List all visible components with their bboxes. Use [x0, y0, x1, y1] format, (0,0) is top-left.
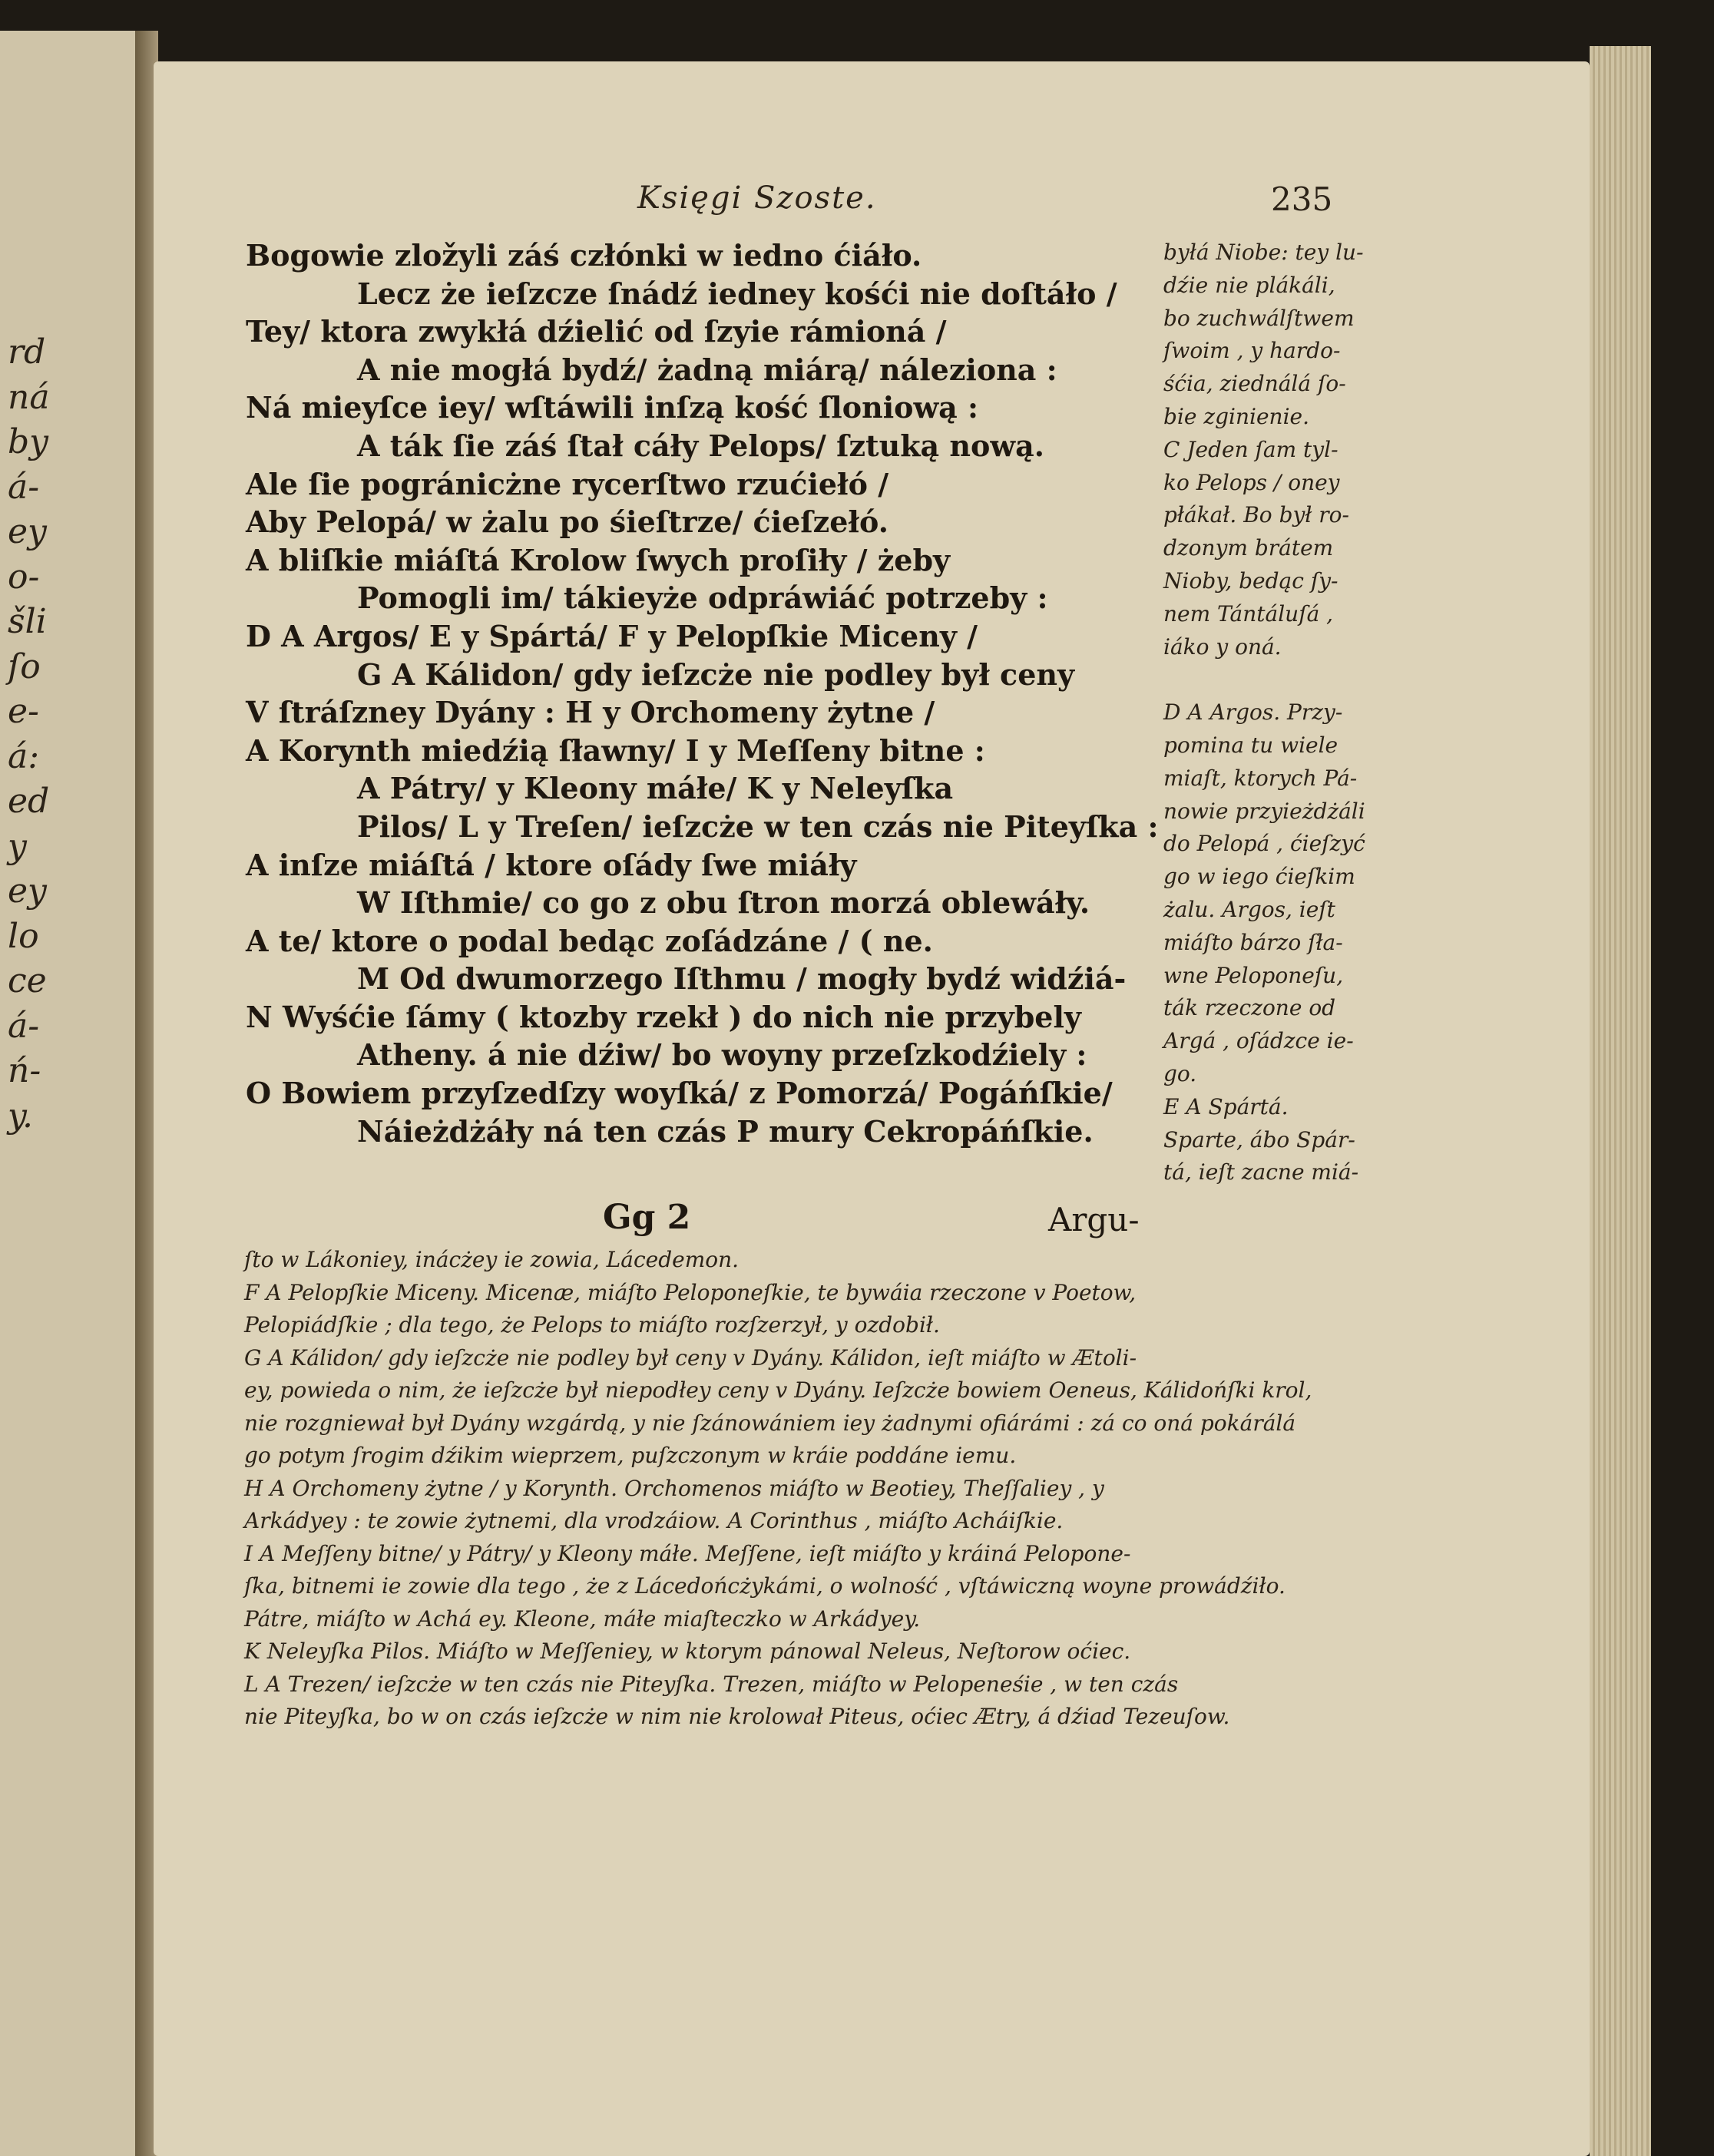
- side-note-line: miaſt, ktorych Pá-: [1163, 765, 1358, 791]
- side-note-line: żalu. Argos, ieſt: [1163, 896, 1335, 922]
- footnote-line: I A Meſſeny bitne/ y Pátry/ y Kleony máłe. Meſſene, ieſt miáſto y kráiná Pelopone-: [244, 1540, 1131, 1566]
- verse-line: Ale ſie pogránicżne rycerſtwo rzućiełó /: [246, 466, 889, 501]
- side-note-line: dzonym brátem: [1163, 535, 1334, 561]
- side-note-line: go w iego ćieſkim: [1163, 864, 1355, 890]
- footnote-line: Pátre, miáſto w Achá ey. Kleone, máłe miaſteczko w Arkádyey.: [244, 1605, 921, 1632]
- side-note-line: miáſto bárzo ſła-: [1163, 929, 1343, 955]
- footnote-line: go potym ſrogim dźikim wieprzem, puſzczonym w kráie poddáne iemu.: [244, 1443, 1017, 1468]
- footnote-line: Pelopiádſkie ; dla tego, że Pelops to miáſto rozſzerzył, y ozdobił.: [244, 1312, 940, 1338]
- side-note-line: bo zuchwálſtwem: [1163, 305, 1355, 331]
- verse-block: [246, 236, 1159, 1150]
- footnote-line: ſto w Lákoniey, inácżey ie zowia, Lácedemon.: [244, 1247, 740, 1272]
- verse-line: A nie mogłá bydź/ żadną miárą/ náleziona :: [357, 352, 1057, 387]
- footnote-line: ſka, bitnemi ie zowie dla tego , że z Lácedońcżykámi, o wolność , vſtáwiczną woyne prowádźiło.: [244, 1573, 1286, 1599]
- verse-line: N Wyśćie ſámy ( ktozby rzekł ) do nich nie przybely: [246, 999, 1081, 1034]
- side-note-line: wne Peloponeſu,: [1163, 962, 1344, 988]
- left-page-fragment: by: [8, 422, 49, 461]
- verse-line: A ták ſie záś ſtał cáły Pelops/ ſztuką nową.: [357, 428, 1044, 463]
- footnote-line: Arkádyey : te zowie żytnemi, dla vrodzáiow. A Corinthus , miáſto Acháiſkie.: [244, 1508, 1064, 1533]
- left-page-fragment: ná: [8, 377, 50, 417]
- side-notes: [1163, 236, 1394, 1189]
- side-note-line: do Pelopá , ćieſzyć: [1163, 831, 1365, 857]
- footnote-line: F A Pelopſkie Miceny. Micenæ, miáſto Peloponeſkie, te bywáia rzeczone v Poetow,: [244, 1279, 1137, 1305]
- footnote-line: H A Orchomeny żytne / y Korynth. Orchomenos miáſto w Beotiey, Theſſaliey , y: [244, 1475, 1104, 1501]
- side-note-line: Sparte, ábo Spár-: [1163, 1126, 1355, 1152]
- left-page-fragment: y: [8, 826, 27, 866]
- footnotes: [244, 1244, 1396, 1734]
- verse-line: A Korynth miedźią ſławny/ I y Meſſeny bitne :: [246, 732, 985, 768]
- left-page-fragment: rd: [8, 332, 46, 372]
- left-page-fragment: šli: [8, 602, 47, 641]
- verse-line: Lecz że ieſzcze ſnádź iedney kośći nie doſtáło /: [357, 276, 1117, 311]
- left-page-fragment: ſo: [8, 646, 41, 686]
- side-note-line: Argá , oſádzce ie-: [1163, 1028, 1354, 1054]
- verse-line: Pomogli im/ tákieyże odpráwiáć potrzeby :: [357, 580, 1048, 616]
- footnote-line: nie rozgniewał był Dyány wzgárdą, y nie ſzánowániem iey żadnymi ofiárámi : zá co oná pokárálá: [244, 1410, 1296, 1436]
- left-page-fragment: ed: [8, 782, 50, 821]
- side-note-line: ſwoim , y hardo-: [1163, 338, 1341, 364]
- left-page-fragment: lo: [8, 916, 39, 956]
- side-note-line: nem Tántáluſá ,: [1163, 600, 1334, 627]
- side-note-line: byłá Niobe: tey lu-: [1163, 240, 1364, 265]
- side-note-line: ták rzeczone od: [1163, 995, 1336, 1021]
- page-number: 235: [1271, 180, 1333, 218]
- verse-line: V ſtráſzney Dyány : H y Orchomeny żytne /: [246, 695, 935, 730]
- verse-line: W Iſthmie/ co go z obu ſtron morzá oblewáły.: [357, 885, 1090, 921]
- side-note-line: bie zginienie.: [1163, 403, 1309, 429]
- verse-line: G A Kálidon/ gdy ieſzcże nie podley był ceny: [357, 656, 1075, 692]
- verse-line: D A Argos/ E y Spártá/ F y Pelopſkie Miceny /: [246, 618, 978, 653]
- footnote-line: ey, powieda o nim, że ieſzcże był niepodłey ceny v Dyány. Ieſzcże bowiem Oeneus, Kálidońſki krol,: [244, 1377, 1312, 1403]
- footnote-line: nie Piteyſka, bo w on czás ieſzcże w nim nie krolował Piteus, oćiec Ætry, á dźiad Tezeuſow.: [244, 1704, 1230, 1729]
- side-note-line: iáko y oná.: [1163, 633, 1282, 660]
- verse-line: Atheny. á nie dźiw/ bo woyny przeſzkodźiely :: [357, 1037, 1087, 1073]
- running-header: Księgi Szoste.: [637, 180, 877, 216]
- side-note-line: tá, ieſt zacne miá-: [1163, 1159, 1359, 1185]
- verse-line: A Pátry/ y Kleony máłe/ K y Neleyſka: [357, 771, 954, 806]
- side-note-line: dźie nie plákáli,: [1163, 272, 1335, 298]
- left-page-fragment: ń-: [8, 1051, 41, 1090]
- verse-line: Tey/ ktora zwykłá dźielić od ſzyie rámioná /: [246, 314, 947, 349]
- left-page-fragment: á-: [8, 467, 40, 507]
- verse-line: O Bowiem przyſzedſzy woyſká/ z Pomorzá/ Pogáńſkie/: [246, 1076, 1113, 1111]
- footnote-line: K Neleyſka Pilos. Miáſto w Meſſeniey, w ktorym pánowal Neleus, Neſtorow oćiec.: [244, 1638, 1131, 1664]
- left-page-fragment: y.: [8, 1096, 33, 1136]
- verse-line: Náieżdżáły ná ten czás P mury Cekropáńſkie.: [357, 1113, 1094, 1149]
- left-page-fragments: [8, 330, 69, 1139]
- side-note-line: Nioby, bedąc ſy-: [1163, 567, 1338, 594]
- side-note-line: nowie przyieżdżáli: [1163, 798, 1365, 824]
- catchword: Argu-: [1048, 1201, 1140, 1238]
- verse-line: A bliſkie miáſtá Krolow ſwych proſiły / żeby: [246, 542, 951, 577]
- left-page-fragment: á-: [8, 1006, 40, 1046]
- left-page-fragment: ce: [8, 961, 47, 1000]
- footnote-line: G A Kálidon/ gdy ieſzcże nie podley był ceny v Dyány. Kálidon, ieſt miáſto w Ætoli-: [244, 1344, 1137, 1371]
- side-note-line: pomina tu wiele: [1163, 732, 1338, 758]
- left-page-fragment: e-: [8, 692, 39, 731]
- verse-line: A te/ ktore o podal bedąc zoſádzáne / ( ne.: [246, 923, 933, 958]
- side-note-line: [1163, 663, 1394, 696]
- signature-mark: Gg 2: [603, 1198, 691, 1237]
- left-page-fragment: ey: [8, 512, 47, 551]
- verse-line: Bogowie zložyli záś człónki w iedno ćiáło.: [246, 238, 922, 273]
- side-note-line: go.: [1163, 1060, 1197, 1086]
- left-page-fragment: á:: [8, 736, 40, 776]
- side-note-line: E A Spártá.: [1163, 1093, 1289, 1119]
- verse-line: Pilos/ L y Treſen/ ieſzcże w ten czás nie Piteyſka :: [357, 808, 1159, 844]
- side-note-line: ko Pelops / oney: [1163, 469, 1340, 495]
- side-note-line: śćia, ziednálá ſo-: [1163, 371, 1346, 397]
- page-stack-edge: [1590, 46, 1651, 2156]
- verse-line: A inſze miáſtá / ktore oſády ſwe miáły: [246, 847, 857, 882]
- left-page-fragment: ey: [8, 871, 47, 911]
- left-page-fragment: o-: [8, 557, 40, 597]
- side-note-line: płákał. Bo był ro-: [1163, 502, 1349, 528]
- verse-line: Aby Pelopá/ w żalu po śieſtrze/ ćieſzełó.: [246, 504, 888, 540]
- footnote-line: L A Trezen/ ieſzcże w ten czás nie Piteyſka. Trezen, miáſto w Pelopeneśie , w ten czás: [244, 1671, 1179, 1697]
- verse-line: Ná mieyſce iey/ wſtáwili inſzą kość ſloniową :: [246, 390, 979, 425]
- side-note-line: C Jeden ſam tyl-: [1163, 436, 1338, 462]
- verse-line: M Od dwumorzego Iſthmu / mogły bydź widźiá-: [357, 961, 1127, 997]
- side-note-line: D A Argos. Przy-: [1163, 699, 1343, 726]
